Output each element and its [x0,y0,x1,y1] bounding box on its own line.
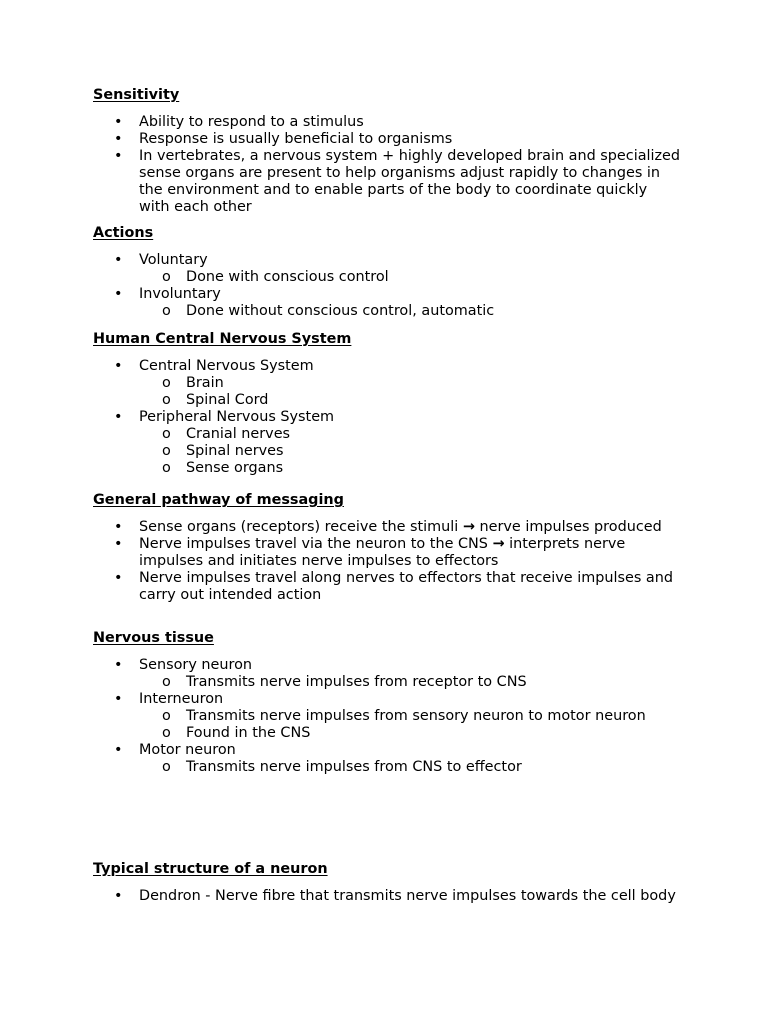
sublist [139,759,682,776]
arrow-icon: → [462,519,475,535]
list-item-label: Voluntary [139,252,208,268]
sublist-item: o Spinal nerves [139,443,682,460]
list-item [0,409,768,477]
list-item-label: Peripheral Nervous System [139,409,335,425]
sublist [139,375,682,409]
list-item-text: Nerve impulses travel via the neuron to the CNS [139,536,488,552]
list-item [0,742,768,776]
list-item-text: nerve impulses produced [479,519,662,535]
list-item: • Ability to respond to a stimulus [0,114,768,131]
sublist-item: o Cranial nerves [139,426,682,443]
heading-nervous-tissue: Nervous tissue [93,630,214,646]
sublist-item: o Done with conscious control [139,269,682,286]
heading-neuron-structure: Typical structure of a neuron [93,861,328,877]
list-neuron-structure [0,888,768,905]
list-item [0,536,768,570]
heading-human-cns: Human Central Nervous System [93,331,352,347]
list-item-label: Involuntary [139,286,221,302]
sublist-item: o Found in the CNS [139,725,682,742]
list-item-label: Central Nervous System [139,358,314,374]
sublist [139,708,682,742]
sublist-item: o Sense organs [139,460,682,477]
sublist [139,674,682,691]
list-item [0,657,768,691]
list-human-cns [0,358,768,477]
list-sensitivity [0,114,768,216]
list-item [0,358,768,409]
sublist [139,269,682,286]
list-actions [0,252,768,320]
list-item-label: Motor neuron [139,742,236,758]
arrow-icon: → [492,536,505,552]
sublist-item: o Brain [139,375,682,392]
sublist-item: o Transmits nerve impulses from sensory neuron to motor neuron [139,708,682,725]
list-item [0,691,768,742]
list-item [0,519,768,536]
list-item-label: Interneuron [139,691,224,707]
list-item: • Dendron - Nerve fibre that transmits nerve impulses towards the cell body [0,888,768,905]
sublist-item: o Done without conscious control, automatic [139,303,682,320]
list-item: • In vertebrates, a nervous system + highly developed brain and specialized sense organs are present to help organisms adjust rapidly to changes in the environment and to enable parts of the body to coordinate quickly with each other [0,148,768,216]
list-item-text: interprets nerve impulses and initiates nerve impulses to effectors [139,536,626,569]
heading-actions: Actions [93,225,154,241]
sublist [139,426,682,477]
sublist-item: o Transmits nerve impulses from receptor to CNS [139,674,682,691]
list-nervous-tissue [0,657,768,776]
list-item [0,252,768,286]
heading-general-pathway: General pathway of messaging [93,492,344,508]
list-general-pathway [0,519,768,604]
heading-sensitivity: Sensitivity [93,87,180,103]
list-item [0,286,768,320]
list-item-text: Sense organs (receptors) receive the stimuli [139,519,459,535]
list-item: • Nerve impulses travel along nerves to effectors that receive impulses and carry out intended action [0,570,768,604]
list-item: • Response is usually beneficial to organisms [0,131,768,148]
sublist [139,303,682,320]
sublist-item: o Spinal Cord [139,392,682,409]
list-item-label: Sensory neuron [139,657,253,673]
sublist-item: o Transmits nerve impulses from CNS to effector [139,759,682,776]
